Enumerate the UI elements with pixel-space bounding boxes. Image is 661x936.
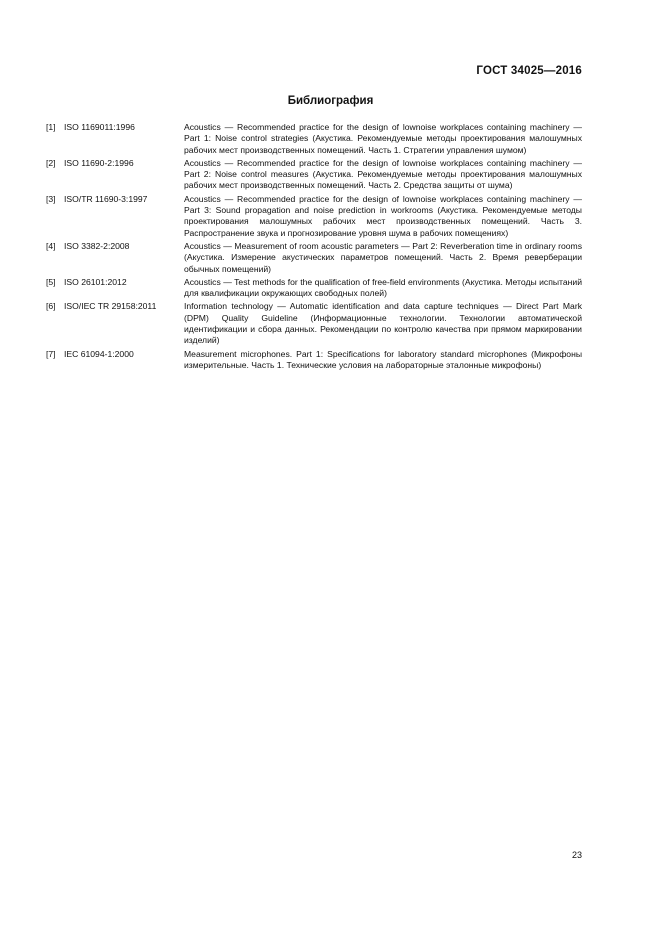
section-title: Библиография — [287, 95, 374, 107]
entry-standard-code: ISO/TR 11690-3:1997 — [64, 193, 148, 204]
bibliography-entry — [46, 349, 582, 372]
bibliography-entry — [46, 277, 582, 300]
entry-number: [1] — [46, 122, 56, 132]
entry-description: Information technology — Automatic identification and data capture techniques — Direct Part Mark (DPM) Quality Guideline (Информационные технологии. Технологии автоматической идентификации и сбора данных. Рекомендации по контролю качества при прямом маркировании изделий) — [184, 301, 582, 346]
bibliography-entry — [46, 122, 582, 156]
entry-description: Acoustics — Recommended practice for the design of lownoise workplaces containing machinery — Part 2: Noise control measures (Акустика. Рекомендуемые методы проектирования малошумных рабочих мест производственных помещений. Часть 2. Средства защиты от шума) — [184, 157, 582, 191]
entry-standard-code: IEC 61094-1:2000 — [64, 348, 134, 359]
entry-number: [3] — [46, 193, 56, 204]
entry-number: [6] — [46, 301, 56, 312]
standard-designation: ГОСТ 34025—2016 — [476, 65, 582, 77]
entry-description: Acoustics — Recommended practice for the design of lownoise workplaces containing machinery — Part 3: Sound propagation and noise prediction in workrooms (Акустика. Рекомендуемые методы проектирования малошумных рабочих мест производственных помещений. Часть 3. Распространение звука и прогнозирование уровня шума в рабочих помещениях) — [184, 193, 582, 238]
bibliography-entry — [46, 194, 582, 239]
bibliography-entry — [46, 158, 582, 192]
entry-number: [7] — [46, 348, 56, 359]
page-number: 23 — [571, 850, 582, 860]
entry-description: Measurement microphones. Part 1: Specifications for laboratory standard microphones (Микрофоны измерительные. Часть 1. Технические условия на лабораторные эталонные микрофоны) — [184, 348, 582, 370]
entry-description: Acoustics — Recommended practice for the design of lownoise workplaces containing machinery — Part 1: Noise control strategies (Акустика. Рекомендуемые методы проектирования малошумных рабочих мест производственных помещений. Часть 1. Стратегии управления шумом) — [184, 122, 582, 155]
entry-description: Acoustics — Measurement of room acoustic parameters — Part 2: Reverberation time in ordinary rooms (Акустика. Измерение акустических параметров помещений. Часть 2. Время реверберации обычных помещений) — [184, 240, 582, 274]
entry-number: [4] — [46, 240, 56, 251]
entry-standard-code: ISO 1169011:1996 — [64, 122, 135, 132]
entry-description: Acoustics — Test methods for the qualification of free-field environments (Акустика. Методы испытаний для квалификации окружающих свободных полей) — [184, 276, 582, 299]
bibliography-list — [46, 122, 582, 373]
entry-standard-code: ISO 11690-2:1996 — [64, 157, 134, 168]
entry-number: [2] — [46, 157, 56, 168]
bibliography-entry — [46, 301, 582, 346]
entry-standard-code: ISO 3382-2:2008 — [64, 240, 130, 251]
entry-standard-code: ISO/IEC TR 29158:2011 — [64, 301, 157, 312]
bibliography-entry — [46, 241, 582, 275]
entry-number: [5] — [46, 276, 56, 287]
entry-standard-code: ISO 26101:2012 — [64, 276, 127, 287]
